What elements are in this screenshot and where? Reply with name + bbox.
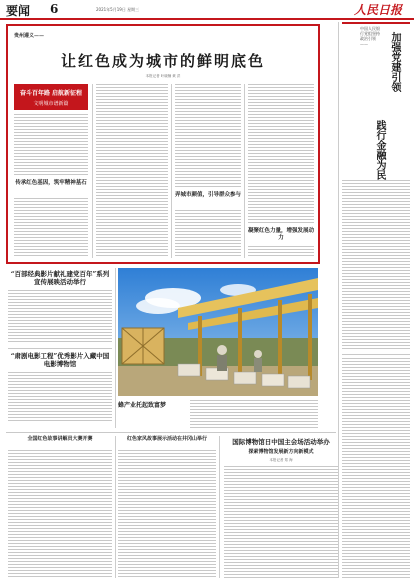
lead-body-col-1b [14,198,88,258]
story-byline-museum-day: 本报记者 郑 海 [269,458,293,462]
lead-body-col-1a [14,114,88,176]
photo-caption: 蜂产业托起致富梦 [118,402,167,409]
lead-body-col-2 [96,84,168,258]
story-headline-film-museum[interactable]: “肃剧电影工程”优秀影片入藏中国电影博物馆 [10,352,110,368]
side-story-kicker: 中国人民银行党组坚持政治引领—— [360,26,380,46]
lead-body-col-4a [248,84,314,224]
badge-line-2: 文明城市谱新篇 [33,101,69,107]
section-name: 要闻 [6,4,31,18]
side-story-rule [342,22,410,24]
story-headline-red-story-contest[interactable]: 全国红色故事讲解员大赛开赛 [27,436,93,442]
story-body-film-exhibition [8,290,112,344]
story-body-film-museum [8,372,112,422]
side-story-headline-2[interactable]: 践行金融为民 [374,120,385,180]
bee-farm-photo[interactable] [118,268,318,396]
side-story-body-upper [342,180,410,350]
badge-line-1: 奋斗百年路 启航新征程 [19,90,83,97]
story-headline-film-exhibition[interactable]: “百部经典影片献礼建党百年”系列宣传展映活动举行 [10,270,110,286]
lead-kicker: 贵州遵义—— [14,33,45,39]
column-badge [14,84,88,110]
lead-body-col-3b [175,210,241,258]
lead-subhead-2: 弄城市颜值，引导群众参与 [175,192,242,198]
lead-body-col-4b [248,246,314,258]
story-body-jinggangshan [118,450,216,578]
story-headline-jinggangshan[interactable]: 红色家风故事展示活动在井冈山举行 [126,436,207,442]
date-line: 2021年5月19日 星期三 [96,7,140,12]
photo-caption-text [190,400,318,428]
page-number: 6 [50,2,59,16]
side-story-body-lower [342,358,410,578]
lead-headline[interactable]: 让红色成为城市的鲜明底色 [60,52,265,70]
bee-farm-illustration [118,268,318,396]
story-body-museum-day [224,466,338,578]
lead-body-col-3a [175,84,241,188]
lead-byline: 本报记者 叶晓楠 黄 洪 [145,74,181,78]
story-body-red-story-contest [8,450,112,578]
lead-story-frame [6,24,320,264]
lead-subhead-3: 凝聚红色力量，增强发展动力 [248,228,315,241]
page-header [0,0,414,20]
story-headline-museum-day[interactable]: 国际博物馆日中国主会场活动举办 [232,438,330,446]
paper-logo: 人民日报 [353,3,402,17]
story-subheadline-museum-day: 探索博物馆发展新方向新模式 [248,449,314,455]
lead-subhead-1: 传承红色基因，筑牢精神基石 [15,180,87,186]
side-story-headline-1[interactable]: 加强党建引领 [389,32,400,92]
